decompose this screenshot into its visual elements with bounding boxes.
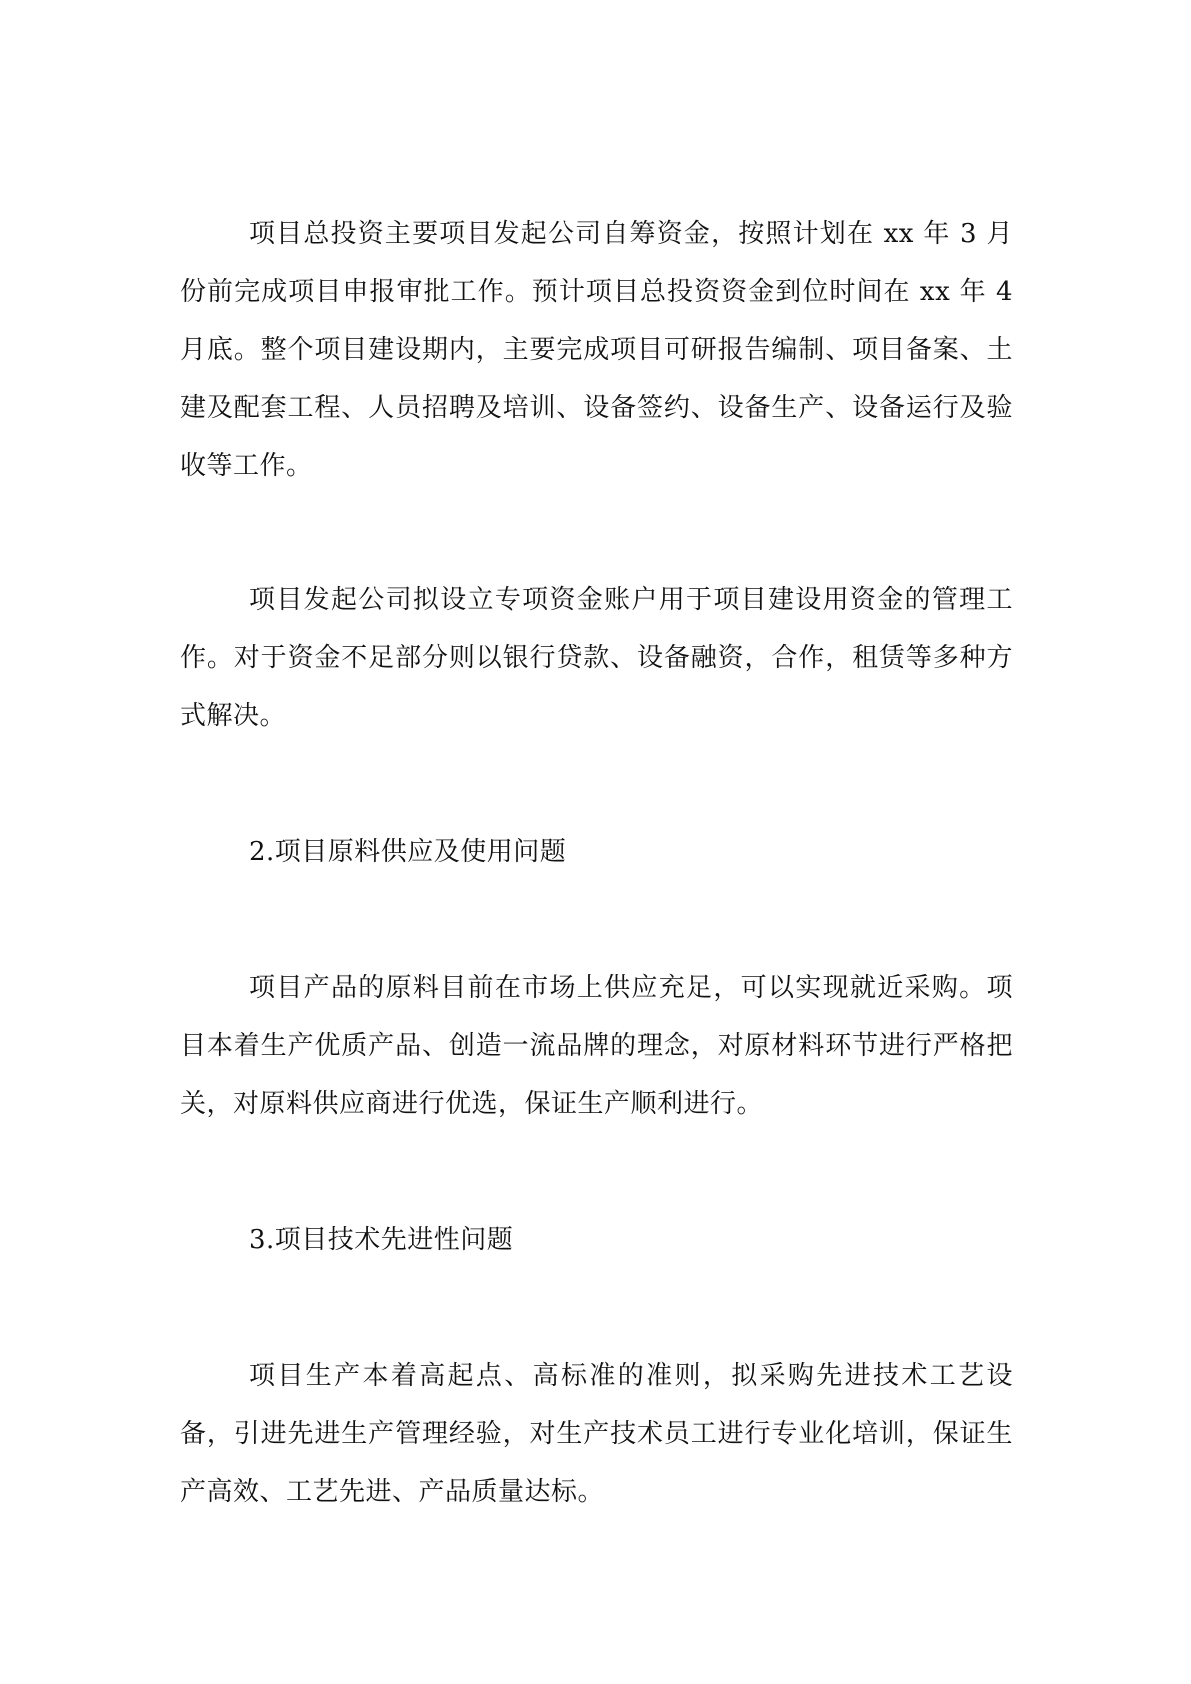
heading-raw-material: 2.项目原料供应及使用问题 — [249, 837, 567, 867]
document-body — [180, 205, 1013, 1521]
paragraph-technology: 项目生产本着高起点、高标准的准则，拟采购先进技术工艺设备，引进先进生产管理经验，对生产技术员工进行专业化培训，保证生产高效、工艺先进、产品质量达标。 — [180, 1361, 1013, 1507]
paragraph-raw-material: 项目产品的原料目前在市场上供应充足，可以实现就近采购。项目本着生产优质产品、创造一流品牌的理念，对原材料环节进行严格把关，对原料供应商进行优选，保证生产顺利进行。 — [180, 973, 1013, 1119]
paragraph-funding-plan: 项目总投资主要项目发起公司自筹资金，按照计划在 xx 年 3 月份前完成项目申报审批工作。预计项目总投资资金到位时间在 xx 年 4 月底。整个项目建设期内，主要完成项目可研报告编制、项目备案、土建及配套工程、人员招聘及培训、设备签约、设备生产、设备运行及验收等工作。 — [180, 219, 1013, 481]
heading-technology: 3.项目技术先进性问题 — [249, 1225, 514, 1255]
paragraph-fund-account: 项目发起公司拟设立专项资金账户用于项目建设用资金的管理工作。对于资金不足部分则以银行贷款、设备融资，合作，租赁等多种方式解决。 — [180, 585, 1013, 731]
